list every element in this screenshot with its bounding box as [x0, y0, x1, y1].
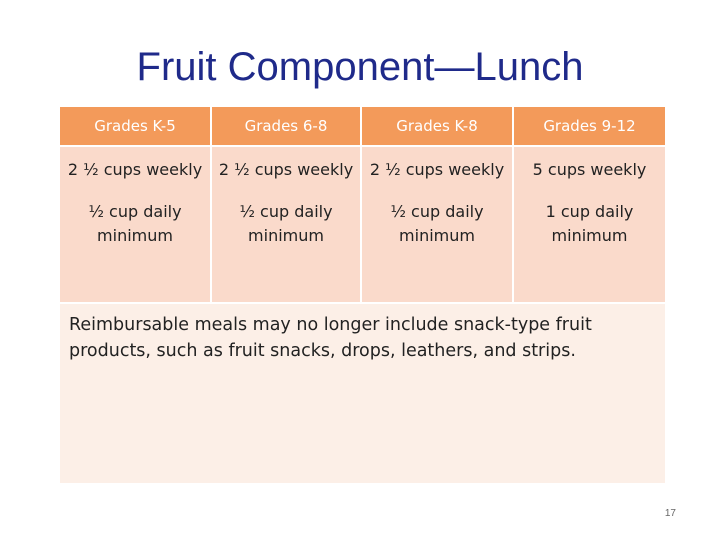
reimbursable-meals-note: Reimbursable meals may no longer include snack-type fruit products, such as fruit snacks, drops, leathers, and strips.	[60, 302, 665, 483]
page-number: 17	[664, 508, 676, 519]
daily-minimum-label: minimum	[248, 226, 324, 245]
header-grades-k5: Grades K-5	[60, 107, 212, 145]
table-header-row	[60, 107, 665, 147]
table-row	[60, 147, 665, 302]
weekly-amount: 2 ½ cups weekly	[369, 160, 505, 179]
header-grades-6-8: Grades 6-8	[212, 107, 362, 145]
header-grades-k8: Grades K-8	[362, 107, 514, 145]
fruit-requirements-table	[60, 107, 665, 483]
table-cell	[60, 147, 212, 302]
weekly-amount: 2 ½ cups weekly	[218, 160, 354, 179]
daily-minimum-label: minimum	[551, 226, 628, 245]
header-grades-9-12: Grades 9-12	[543, 117, 636, 135]
table-cell	[514, 147, 665, 302]
daily-amount: ½ cup daily	[390, 202, 484, 221]
weekly-amount: 2 ½ cups weekly	[67, 160, 203, 179]
daily-minimum-label: minimum	[399, 226, 475, 245]
daily-amount: 1 cup daily	[545, 202, 634, 221]
daily-minimum-label: minimum	[97, 226, 173, 245]
table-cell	[212, 147, 362, 302]
daily-amount: ½ cup daily	[88, 202, 182, 221]
daily-amount: ½ cup daily	[239, 202, 333, 221]
weekly-amount: 5 cups weekly	[532, 160, 647, 179]
table-cell	[362, 147, 514, 302]
slide-title: Fruit Component—Lunch	[136, 45, 584, 89]
